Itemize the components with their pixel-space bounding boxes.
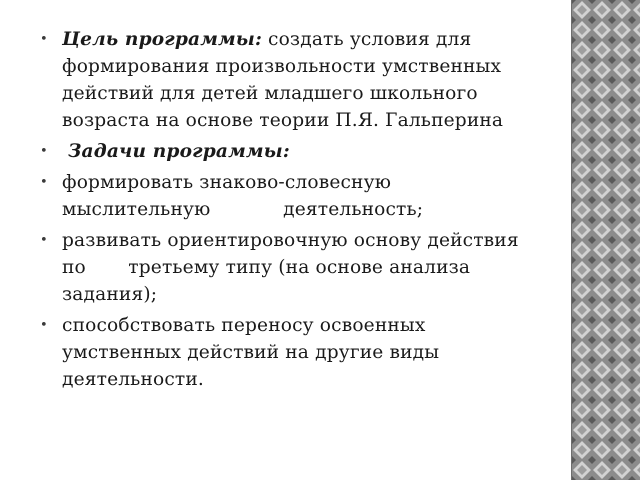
bullet-marker: • [40, 233, 48, 248]
slide-content [40, 26, 540, 397]
tasks-heading: Задачи программы: [68, 141, 290, 162]
task-item [40, 312, 540, 393]
decorative-pattern-strip [571, 0, 640, 480]
task-text: развивать ориентировочную основу действия по третьему типу (на основе анализа задания); [62, 230, 525, 305]
bullet-marker: • [40, 144, 48, 159]
task-text: способствовать переносу освоенных умственных действий на другие виды деятельности. [62, 315, 446, 390]
bullet-list [40, 26, 540, 393]
bullet-marker: • [40, 32, 48, 47]
task-item [40, 169, 540, 223]
bullet-marker: • [40, 318, 48, 333]
task-text: формировать знаково-словесную мыслительную деятельность; [62, 172, 424, 220]
task-item [40, 227, 540, 308]
goal-text: создать условия для формирования произвольности умственных действий для детей младшего школьного возраста на основе теории П.Я. Гальперина [62, 29, 504, 131]
bullet-marker: • [40, 175, 48, 190]
goal-bullet [40, 26, 540, 134]
diamond-pattern [572, 0, 640, 480]
goal-label: Цель программы: [62, 29, 262, 50]
tasks-heading-bullet [40, 138, 540, 165]
